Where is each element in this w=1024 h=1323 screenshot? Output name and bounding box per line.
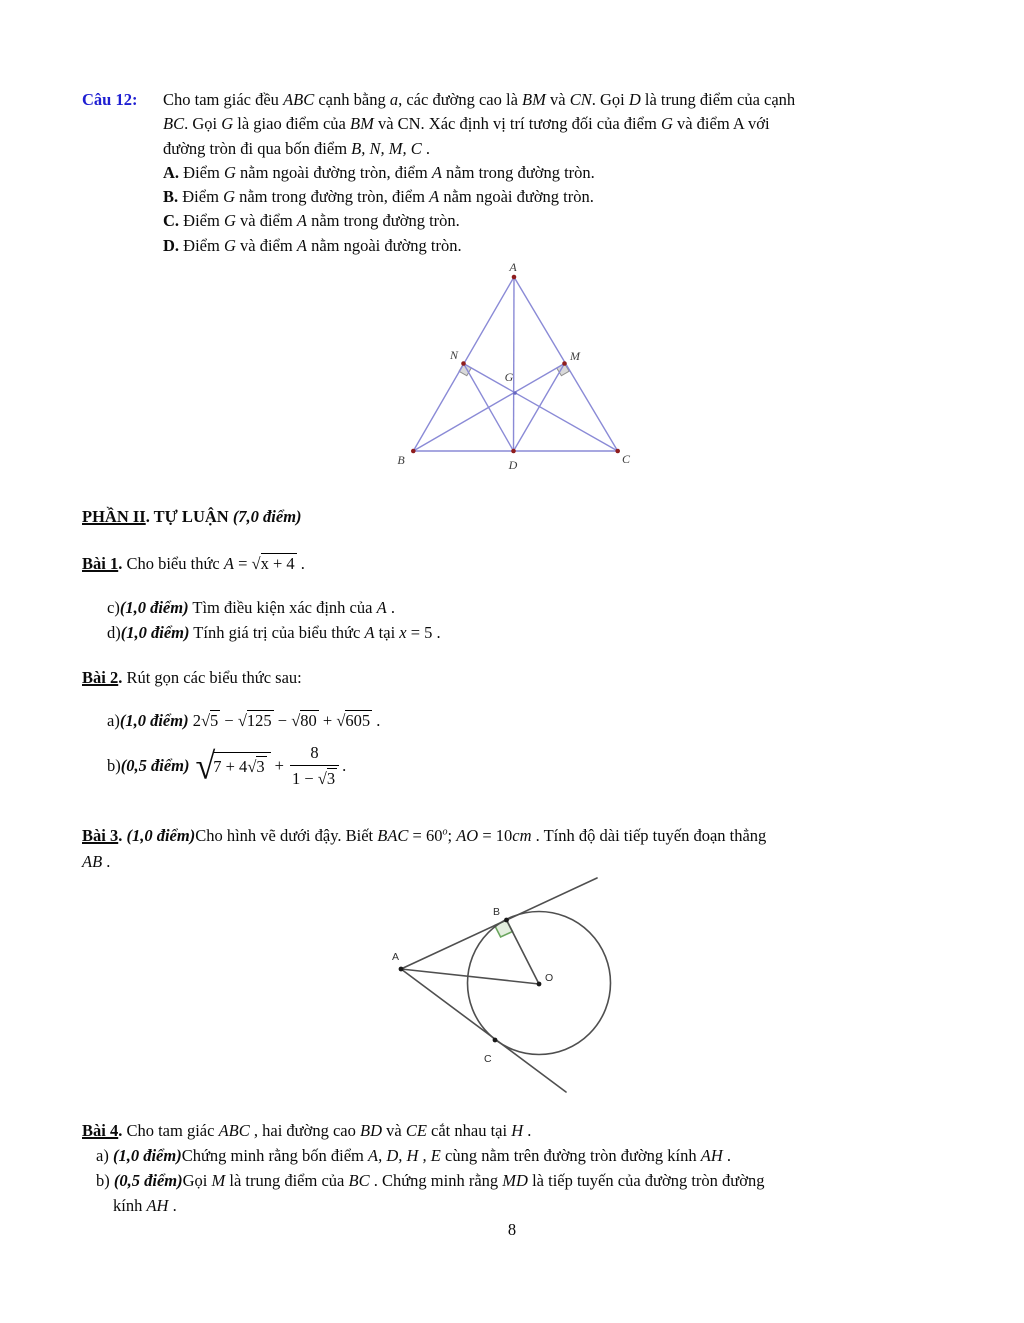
- fraction: [290, 743, 339, 789]
- fig2-lines: [401, 878, 611, 1092]
- bai2-item-b-label: b)(0,5 điểm): [107, 756, 190, 775]
- fig2-labels: [392, 906, 553, 1065]
- q12-text-3: đường tròn đi qua bốn điểm B, N, M, C .: [163, 138, 430, 158]
- point-c: [615, 449, 620, 454]
- label-g: G: [504, 370, 514, 384]
- point-b: [411, 449, 416, 454]
- circle-tangent-figure: [340, 860, 700, 1120]
- bai2-heading: Bài 2. Rút gọn các biểu thức sau:: [82, 668, 302, 687]
- radical-sign: √: [195, 745, 216, 787]
- point-a: [399, 967, 404, 972]
- fig1-lines: [413, 277, 617, 451]
- part2-heading: PHẦN II. TỰ LUẬN (7,0 điểm): [82, 507, 302, 526]
- q12-line-1: [82, 88, 982, 112]
- bai3-line-1: Bài 3. (1,0 điểm)Cho hình vẽ dưới đậy. Biết BAC = $60^o$; AO = 10cm . Tính độ dài tiếp tuyến đoạn thẳng: [82, 826, 767, 845]
- triangle-figure: [385, 255, 635, 470]
- point-centroid: [513, 391, 517, 395]
- point-m: [562, 361, 567, 366]
- q12-option-b: B. Điểm G nằm trong đường tròn, điểm A nằm ngoài đường tròn.: [163, 187, 594, 207]
- bai2-item-a: a)(1,0 điểm) 2√5 − √125 − √80 + √605 .: [107, 711, 381, 730]
- label-n: N: [449, 348, 459, 362]
- right-angle-marker-b: [495, 920, 513, 937]
- label-c: C: [621, 452, 631, 466]
- fraction-numerator: 8: [290, 743, 339, 766]
- label-d: D: [508, 458, 518, 470]
- plus-operator: +: [274, 756, 284, 775]
- q12-option-c: C. Điểm G và điểm A nằm trong đường tròn.: [163, 211, 460, 231]
- q12-label: Câu 12:: [82, 90, 138, 109]
- label-b: B: [493, 906, 501, 918]
- bai4-block: [82, 1118, 982, 1218]
- bai3-line-2: AB .: [82, 851, 111, 871]
- bai2-item-b: [107, 738, 346, 794]
- point-b: [504, 918, 509, 923]
- label-m: M: [570, 349, 580, 363]
- bai1-heading: Bài 1. Cho biểu thức A = √x + 4 .: [82, 554, 305, 573]
- bai4-item-b: b) (0,5 điểm)Gọi M là trung điểm của BC . Chứng minh rằng MD là tiếp tuyến của đường tròn đường: [96, 1171, 765, 1190]
- bai4-item-b-line-2: kính AH .: [113, 1196, 177, 1215]
- q12-text-1: Cho tam giác đều ABC cạnh bằng a, các đường cao là BM và CN. Gọi D là trung điểm của cạnh: [163, 90, 796, 109]
- label-c: C: [484, 1053, 492, 1065]
- label-b: B: [397, 453, 405, 467]
- point-a: [512, 275, 517, 280]
- question-12: [82, 88, 982, 258]
- nested-radical-expression: [195, 745, 270, 787]
- point-n: [461, 361, 466, 366]
- median-ad: [514, 277, 515, 451]
- bai2-item-b-tail: .: [342, 756, 347, 775]
- label-a: A: [509, 260, 517, 274]
- bai4-heading: Bài 4. Cho tam giác ABC , hai đường cao BD và CE cắt nhau tại H .: [82, 1121, 532, 1140]
- bai4-item-a: a) (1,0 điểm)Chứng minh rằng bốn điểm A, D, H , E cùng nằm trên đường tròn đường kính AH .: [96, 1146, 732, 1165]
- fig1-point-dots: [411, 275, 620, 454]
- label-a: A: [392, 951, 400, 963]
- point-d: [511, 449, 516, 454]
- label-o: O: [545, 972, 554, 984]
- radius-ob: [507, 920, 540, 984]
- q12-option-d: D. Điểm G và điểm A nằm ngoài đường tròn.: [163, 235, 462, 255]
- q12-text-2: BC. Gọi G là giao điểm của BM và CN. Xác định vị trí tương đối của điểm G và điểm A với: [163, 114, 770, 134]
- q12-option-a: A. Điểm G nằm ngoài đường tròn, điểm A nằm trong đường tròn.: [163, 162, 595, 182]
- point-o: [537, 982, 542, 987]
- bai1-item-d: d)(1,0 điểm) Tính giá trị của biểu thức A tại x = 5 .: [107, 623, 441, 642]
- segment-md: [514, 364, 565, 452]
- page-number: 8: [507, 1220, 517, 1239]
- tangent-ac: [401, 969, 566, 1092]
- bai1-item-c: c)(1,0 điểm) Tìm điều kiện xác định của A .: [107, 598, 395, 617]
- segment-ao: [401, 969, 539, 984]
- radicand: 7 + 4√3: [213, 752, 270, 777]
- fraction-denominator: 1 − √3: [291, 769, 336, 788]
- tangent-ab: [401, 878, 597, 969]
- point-c: [493, 1038, 498, 1043]
